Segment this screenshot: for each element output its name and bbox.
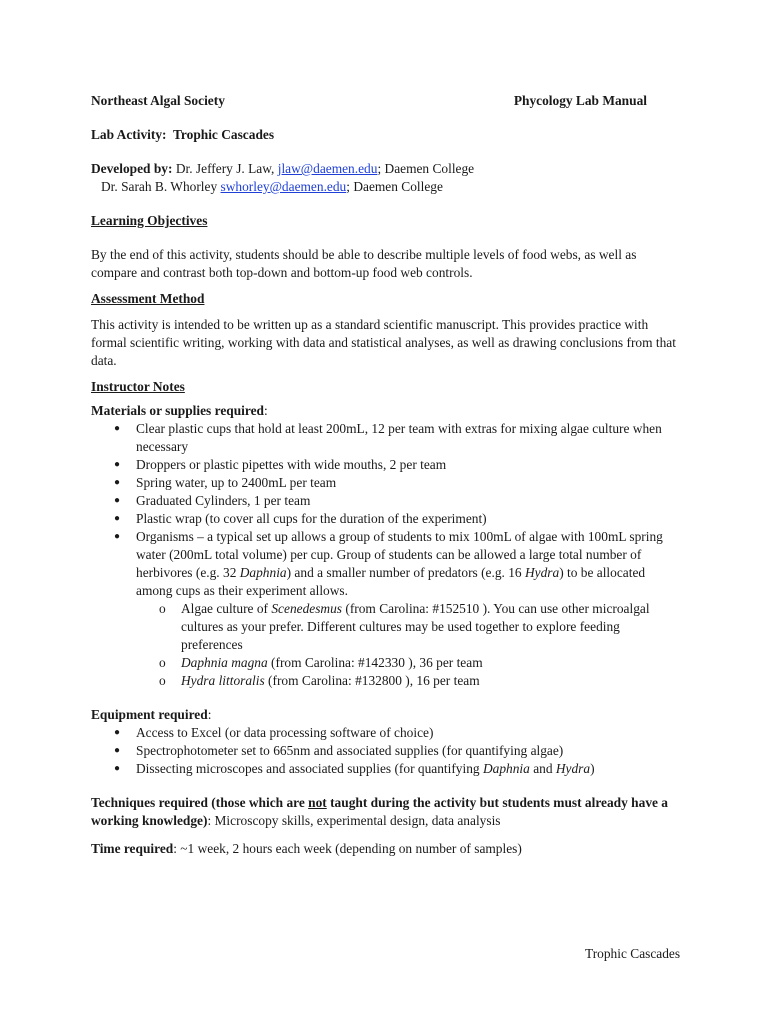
email-link-whorley[interactable]: swhorley@daemen.edu — [220, 179, 347, 194]
assessment-text: This activity is intended to be written up as a standard scientific manuscript. This provides practice with formal scientific writing, working with data and statistical analyses, as well as drawing conclusions from that data. — [91, 317, 676, 368]
time-required: Time required: ~1 week, 2 hours each week (depending on number of samples) — [91, 841, 522, 856]
list-item: ● Graduated Cylinders, 1 per team — [91, 492, 681, 510]
society-name: Northeast Algal Society — [91, 93, 225, 108]
activity-title: Lab Activity: Trophic Cascades — [91, 127, 275, 142]
page-footer: Trophic Cascades — [585, 946, 681, 961]
list-item: ● Spectrophotometer set to 665nm and associated supplies (for quantifying algae) — [91, 742, 681, 760]
assessment-heading: Assessment Method — [91, 291, 205, 306]
list-item: o Daphnia magna (from Carolina: #142330 ), 36 per team — [136, 654, 681, 672]
list-item: o Algae culture of Scenedesmus (from Carolina: #152510 ). You can use other microalgal cultures as your prefer. Different cultures may be used together to explore feeding preferences — [136, 600, 681, 654]
materials-list — [91, 420, 681, 690]
learning-objectives-heading: Learning Objectives — [91, 213, 208, 228]
list-item: ● Spring water, up to 2400mL per team — [91, 474, 681, 492]
list-item: o Hydra littoralis (from Carolina: #132800 ), 16 per team — [136, 672, 681, 690]
list-item: ● Plastic wrap (to cover all cups for the duration of the experiment) — [91, 510, 681, 528]
list-item: ● Dissecting microscopes and associated supplies (for quantifying Daphnia and Hydra) — [91, 760, 681, 778]
email-link-law[interactable]: jlaw@daemen.edu — [277, 161, 378, 176]
list-item: ● Access to Excel (or data processing software of choice) — [91, 724, 681, 742]
document-header — [91, 92, 647, 110]
developed-by: Developed by: Dr. Jeffery J. Law, jlaw@daemen.edu; Daemen College Dr. Sarah B. Whorley swhorley@daemen.edu; Daemen College — [91, 161, 475, 194]
document-page — [91, 92, 681, 858]
instructor-notes-heading: Instructor Notes — [91, 379, 185, 394]
list-item: ● Clear plastic cups that hold at least 200mL, 12 per team with extras for mixing algae culture when necessary — [91, 420, 681, 456]
organisms-sublist — [136, 600, 681, 690]
learning-objectives-text: By the end of this activity, students should be able to describe multiple levels of food webs, as well as compare and contrast both top-down and bottom-up food web controls. — [91, 247, 637, 280]
techniques-required: Techniques required (those which are not taught during the activity but students must already have a working knowledge): Microscopy skills, experimental design, data analysis — [91, 795, 668, 828]
equipment-label: Equipment required: — [91, 707, 212, 722]
manual-name: Phycology Lab Manual — [513, 93, 647, 108]
list-item-organisms: ● Organisms – a typical set up allows a group of students to mix 100mL of algae with 100mL spring water (200mL total volume) per cup. Group of students can be allowed a large total number of herbivores (e.g. 32 Daphnia) and a smaller number of predators (e.g. 16 Hydra) to be allocated among cups as their experiment allows. o Algae culture of Scenedesmus (from Carolina: #152510 ). You can use other microalgal cultures as your prefer. Different cultures may be used together to explore feeding preferences o Daphnia magna (from Carolina: #142330 ), 36 per team o Hydra littoralis (from Carolina: #132800 ), 16 per team — [91, 528, 681, 690]
equipment-list — [91, 724, 681, 778]
materials-label: Materials or supplies required: — [91, 403, 268, 418]
list-item: ● Droppers or plastic pipettes with wide mouths, 2 per team — [91, 456, 681, 474]
